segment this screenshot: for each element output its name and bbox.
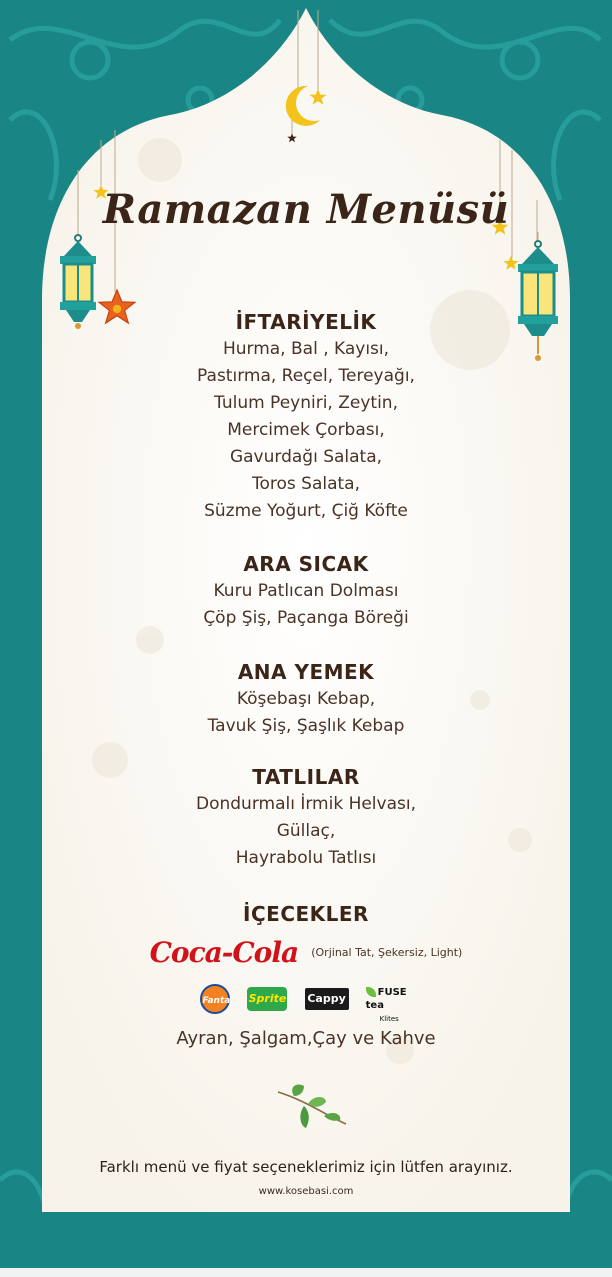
section-heading: ANA YEMEK [237, 660, 375, 684]
menu-item: Dondurmalı İrmik Helvası, [195, 794, 416, 814]
section-ara-sicak [0, 550, 612, 632]
menu-item: Süzme Yoğurt, Çiğ Köfte [204, 501, 408, 521]
footer-note: Farklı menü ve fiyat seçeneklerimiz için lütfen arayınız. [99, 1158, 513, 1176]
section-icecekler [0, 900, 612, 928]
coca-cola-line [0, 936, 612, 972]
section-tatlilar [0, 763, 612, 872]
menu-item: Hurma, Bal , Kayısı, [222, 339, 390, 359]
star-icon [287, 133, 297, 143]
fuse-tea-logo [365, 986, 412, 1023]
drink-brand-logos [0, 984, 612, 1023]
star-icon [309, 88, 327, 106]
menu-item: Güllaç, [276, 821, 336, 841]
menu-item: Kuru Patlıcan Dolması [213, 581, 399, 601]
fuse-tea-text: FUSE tea [365, 987, 407, 1011]
menu-item: Mercimek Çorbası, [227, 420, 385, 440]
coca-cola-note: (Orjinal Tat, Şekersiz, Light) [311, 946, 463, 959]
drinks-other [0, 1025, 612, 1052]
menu-item: Köşebaşı Kebap, [236, 689, 376, 709]
menu-item: Pastırma, Reçel, Tereyağı, [197, 366, 415, 386]
menu-item: Ayran, Şalgam,Çay ve Kahve [176, 1028, 436, 1049]
menu-item: Çöp Şiş, Paçanga Böreği [203, 608, 409, 628]
menu-item: Tulum Peyniri, Zeytin, [214, 393, 398, 413]
menu-item: Hayrabolu Tatlısı [235, 848, 377, 868]
fuse-tea-subtext: Klites [379, 1015, 399, 1023]
sprite-logo: Sprite [247, 987, 287, 1011]
section-ana-yemek [0, 658, 612, 740]
section-heading: TATLILAR [252, 765, 360, 789]
menu-item: Gavurdağı Salata, [229, 447, 383, 467]
menu-item: Tavuk Şiş, Şaşlık Kebap [207, 716, 405, 736]
website-link[interactable]: www.kosebasi.com [258, 1186, 354, 1197]
menu-title: Ramazan Menüsü [102, 186, 510, 233]
section-heading: İÇECEKLER [243, 902, 369, 926]
menu-item: Toros Salata, [251, 474, 360, 494]
section-heading: ARA SICAK [243, 552, 369, 576]
coca-cola-logo: Coca-Cola [149, 936, 299, 969]
section-heading: İFTARİYELİK [235, 310, 377, 334]
leaf-icon [366, 987, 376, 997]
fanta-logo: Fanta [200, 984, 230, 1014]
leaf-sprig-icon [274, 1080, 350, 1136]
cappy-logo: Cappy [305, 988, 349, 1010]
section-iftariyelik [0, 308, 612, 525]
